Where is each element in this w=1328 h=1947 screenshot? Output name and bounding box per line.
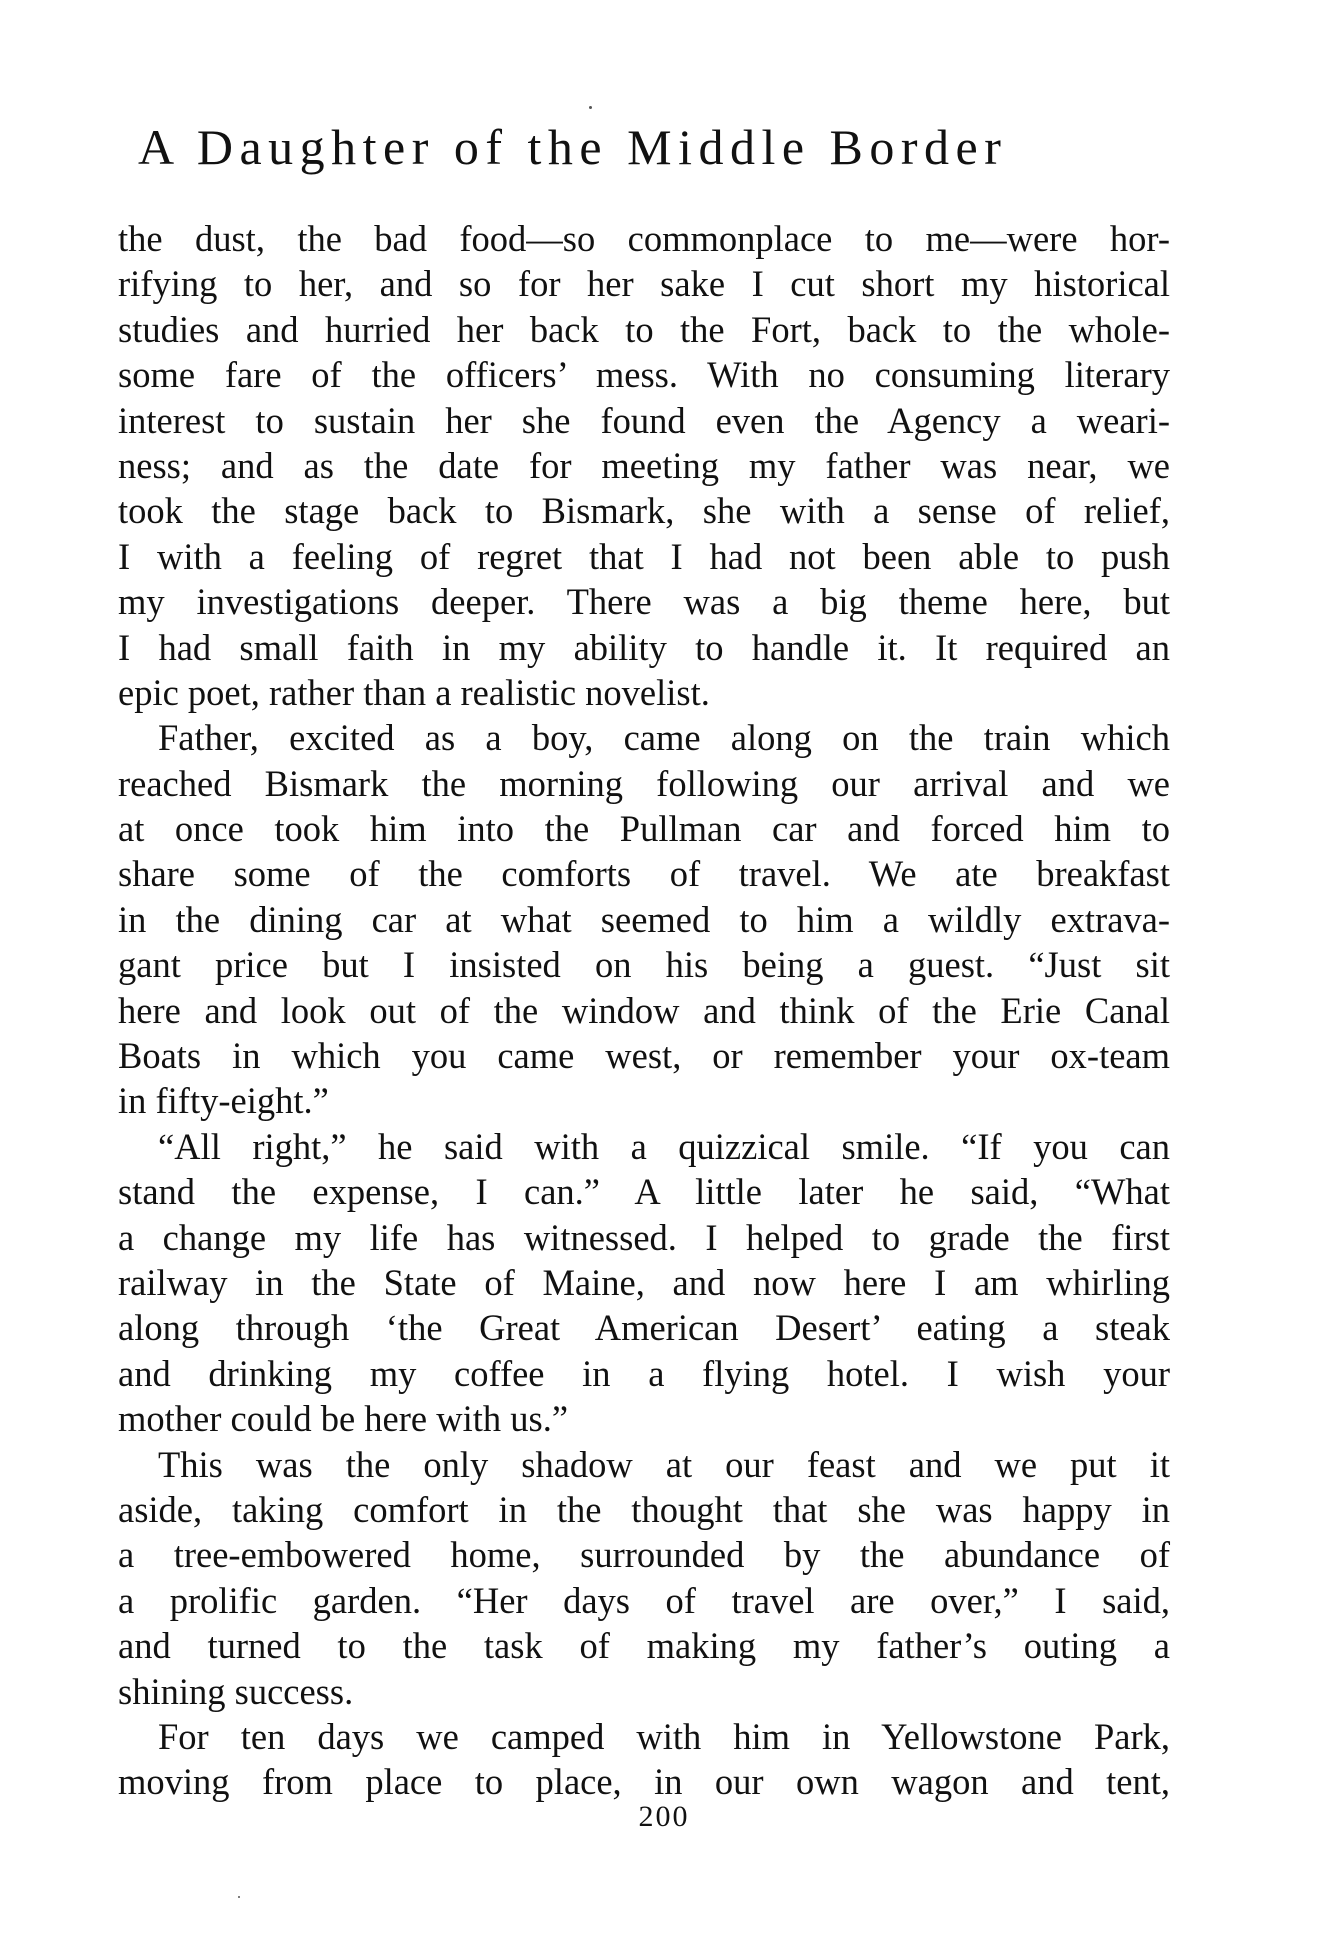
text-line: railway in the State of Maine, and now here I am whirling — [118, 1261, 1170, 1303]
text-line: I had small faith in my ability to handle it. It required an — [118, 626, 1170, 668]
text-line: stand the expense, I can.” A little later he said, “What — [118, 1171, 1170, 1213]
text-line: rifying to her, and so for her sake I cut short my historical — [118, 263, 1170, 305]
text-line: aside, taking comfort in the thought that she was happy in — [118, 1488, 1170, 1530]
text-line: Boats in which you came west, or remember your ox-team — [118, 1035, 1170, 1077]
text-line: gant price but I insisted on his being a guest. “Just sit — [118, 944, 1170, 986]
text-line: shining success. — [118, 1670, 354, 1712]
text-line: For ten days we camped with him in Yellowstone Park, — [158, 1715, 1170, 1757]
text-line: along through ‘the Great American Desert’ eating a steak — [118, 1307, 1170, 1349]
text-line: took the stage back to Bismark, she with a sense of relief, — [118, 490, 1170, 532]
text-line: my investigations deeper. There was a big theme here, but — [118, 581, 1170, 623]
running-head: A Daughter of the Middle Border — [138, 119, 1008, 175]
text-line: ness; and as the date for meeting my father was near, we — [118, 444, 1170, 486]
text-line: moving from place to place, in our own wagon and tent, — [118, 1761, 1170, 1803]
text-line: in fifty-eight.” — [118, 1080, 329, 1122]
text-line: studies and hurried her back to the Fort, back to the whole- — [118, 308, 1170, 350]
text-line: a prolific garden. “Her days of travel are over,” I said, — [118, 1579, 1170, 1621]
text-line: a change my life has witnessed. I helped to grade the first — [118, 1216, 1170, 1258]
print-speck — [589, 106, 592, 109]
text-line: reached Bismark the morning following our arrival and we — [118, 762, 1170, 804]
text-line: epic poet, rather than a realistic novelist. — [118, 671, 710, 713]
text-line: here and look out of the window and think of the Erie Canal — [118, 989, 1170, 1031]
text-line: and drinking my coffee in a flying hotel. I wish your — [118, 1352, 1170, 1394]
text-line: I with a feeling of regret that I had not been able to push — [118, 535, 1170, 577]
text-line: interest to sustain her she found even the Agency a weari- — [118, 399, 1170, 441]
text-line: Father, excited as a boy, came along on the train which — [158, 717, 1170, 759]
text-line: “All right,” he said with a quizzical smile. “If you can — [158, 1125, 1170, 1167]
text-line: and turned to the task of making my father’s outing a — [118, 1625, 1170, 1667]
text-line: some fare of the officers’ mess. With no consuming literary — [118, 354, 1170, 396]
text-line: a tree-embowered home, surrounded by the abundance of — [118, 1534, 1170, 1576]
print-speck — [238, 1896, 240, 1898]
body-text — [118, 216, 1170, 1805]
text-line: at once took him into the Pullman car and forced him to — [118, 808, 1170, 850]
text-line: mother could be here with us.” — [118, 1398, 569, 1440]
text-line: in the dining car at what seemed to him a wildly extrava- — [118, 898, 1170, 940]
text-line: the dust, the bad food—so commonplace to me—were hor- — [118, 218, 1170, 259]
text-line: share some of the comforts of travel. We ate breakfast — [118, 853, 1170, 895]
page-number: 200 — [638, 1800, 690, 1833]
text-line: This was the only shadow at our feast and we put it — [158, 1443, 1170, 1485]
